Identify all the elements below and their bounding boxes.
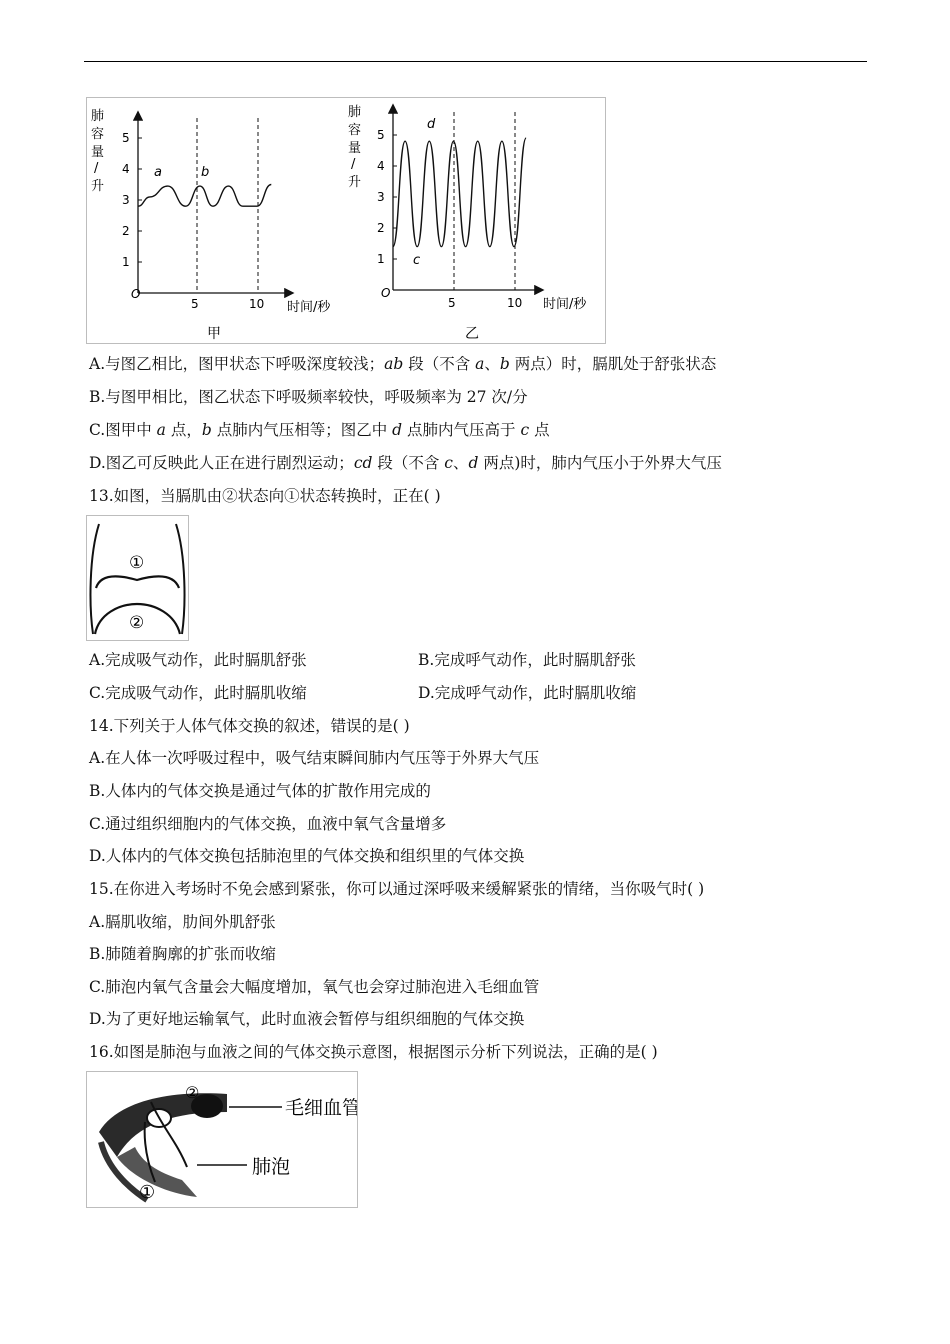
diaphragm-label-2: ② [129, 613, 145, 633]
jia-ylabel-3: 量 [91, 145, 105, 160]
diaphragm-state-1 [96, 576, 179, 588]
jia-xtick-5: 5 [191, 297, 199, 311]
diaphragm-figure [86, 515, 189, 641]
jia-ylabel-2: 容 [91, 127, 105, 142]
jia-ytick-label: 2 [122, 224, 130, 238]
yi-origin-label: O [381, 286, 391, 300]
header-rule [84, 61, 867, 62]
yi-xlabel: 时间/秒 [543, 297, 587, 312]
q12-option-a: A.与图乙相比，图甲状态下呼吸深度较浅；ab 段（不含 a、b 两点）时，膈肌处于舒张状态 [89, 355, 717, 373]
jia-ytick-label: 1 [122, 255, 130, 269]
jia-caption: 甲 [207, 326, 221, 342]
jia-xtick-10: 10 [249, 297, 265, 311]
yi-ylabel-3: 量 [348, 141, 362, 156]
jia-point-b: b [201, 165, 210, 180]
alveolus-capillary-figure [86, 1071, 358, 1208]
q13-stem: 13.如图，当膈肌由②状态向①状态转换时，正在( ) [89, 487, 441, 505]
yi-point-c: c [413, 253, 421, 268]
q15-option-a: A.膈肌收缩，肋间外肌舒张 [89, 913, 276, 931]
yi-volume-curve [393, 138, 526, 247]
jia-ylabel-5: 升 [91, 179, 105, 194]
q13-option-c: C.完成吸气动作，此时膈肌收缩 [89, 684, 307, 702]
q13-option-b: B.完成呼气动作，此时膈肌舒张 [418, 651, 636, 669]
jia-point-a: a [154, 165, 162, 180]
alveolus-label: 肺泡 [252, 1156, 291, 1178]
q12-option-d: D.图乙可反映此人正在进行剧烈运动；cd 段（不含 c、d 两点)时，肺内气压小于外界大气压 [89, 454, 722, 472]
chart-panel-yi [348, 104, 587, 342]
yi-ytick-label: 5 [377, 128, 385, 142]
lung-volume-charts [87, 98, 605, 343]
q12-option-c: C.图甲中 a 点，b 点肺内气压相等；图乙中 d 点肺内气压高于 c 点 [89, 421, 550, 439]
yi-ytick-label: 4 [377, 159, 385, 173]
q15-stem: 15.在你进入考场时不免会感到紧张，你可以通过深呼吸来缓解紧张的情绪，当你吸气时( ) [89, 880, 705, 898]
q16-stem: 16.如图是肺泡与血液之间的气体交换示意图，根据图示分析下列说法，正确的是( ) [89, 1043, 658, 1061]
capillary-label: 毛细血管 [285, 1097, 357, 1119]
q13-option-d: D.完成呼气动作，此时膈肌收缩 [418, 684, 637, 702]
yi-ytick-label: 2 [377, 221, 385, 235]
q13-option-a: A.完成吸气动作，此时膈肌舒张 [89, 651, 307, 669]
q15-option-d: D.为了更好地运输氧气，此时血液会暂停与组织细胞的气体交换 [89, 1010, 525, 1028]
yi-ylabel-2: 容 [348, 123, 362, 138]
yi-xtick-5: 5 [448, 296, 456, 310]
yi-xtick-10: 10 [507, 296, 523, 310]
yi-ytick-label: 3 [377, 190, 385, 204]
q14-option-b: B.人体内的气体交换是通过气体的扩散作用完成的 [89, 782, 431, 800]
figure-label-2: ② [185, 1083, 200, 1102]
jia-ylabel-4: / [94, 161, 99, 176]
figure-label-1: ① [139, 1182, 156, 1203]
jia-volume-curve [138, 185, 271, 207]
jia-origin-label: O [131, 287, 141, 301]
yi-point-d: d [427, 117, 436, 132]
jia-ytick-label: 5 [122, 131, 130, 145]
yi-ylabel-4: / [351, 157, 356, 172]
diaphragm-label-1: ① [129, 553, 145, 573]
jia-ytick-label: 4 [122, 162, 130, 176]
q14-option-c: C.通过组织细胞内的气体交换，血液中氧气含量增多 [89, 815, 447, 833]
lung-volume-figure [86, 97, 606, 344]
yi-ylabel-5: 升 [348, 175, 362, 190]
q14-option-a: A.在人体一次呼吸过程中，吸气结束瞬间肺内气压等于外界大气压 [89, 749, 540, 767]
yi-ylabel-1: 肺 [348, 105, 362, 120]
yi-caption: 乙 [465, 326, 479, 342]
q15-option-c: C.肺泡内氧气含量会大幅度增加，氧气也会穿过肺泡进入毛细血管 [89, 978, 540, 996]
q14-stem: 14.下列关于人体气体交换的叙述，错误的是( ) [89, 717, 410, 735]
jia-ytick-label: 3 [122, 193, 130, 207]
yi-ytick-label: 1 [377, 252, 385, 266]
jia-xlabel: 时间/秒 [287, 300, 331, 315]
q15-option-b: B.肺随着胸廓的扩张而收缩 [89, 945, 276, 963]
q14-option-d: D.人体内的气体交换包括肺泡里的气体交换和组织里的气体交换 [89, 847, 525, 865]
chart-panel-jia [91, 108, 331, 342]
q12-option-b: B.与图甲相比，图乙状态下呼吸频率较快，呼吸频率为 27 次/分 [89, 388, 528, 406]
jia-ylabel-1: 肺 [91, 109, 105, 124]
